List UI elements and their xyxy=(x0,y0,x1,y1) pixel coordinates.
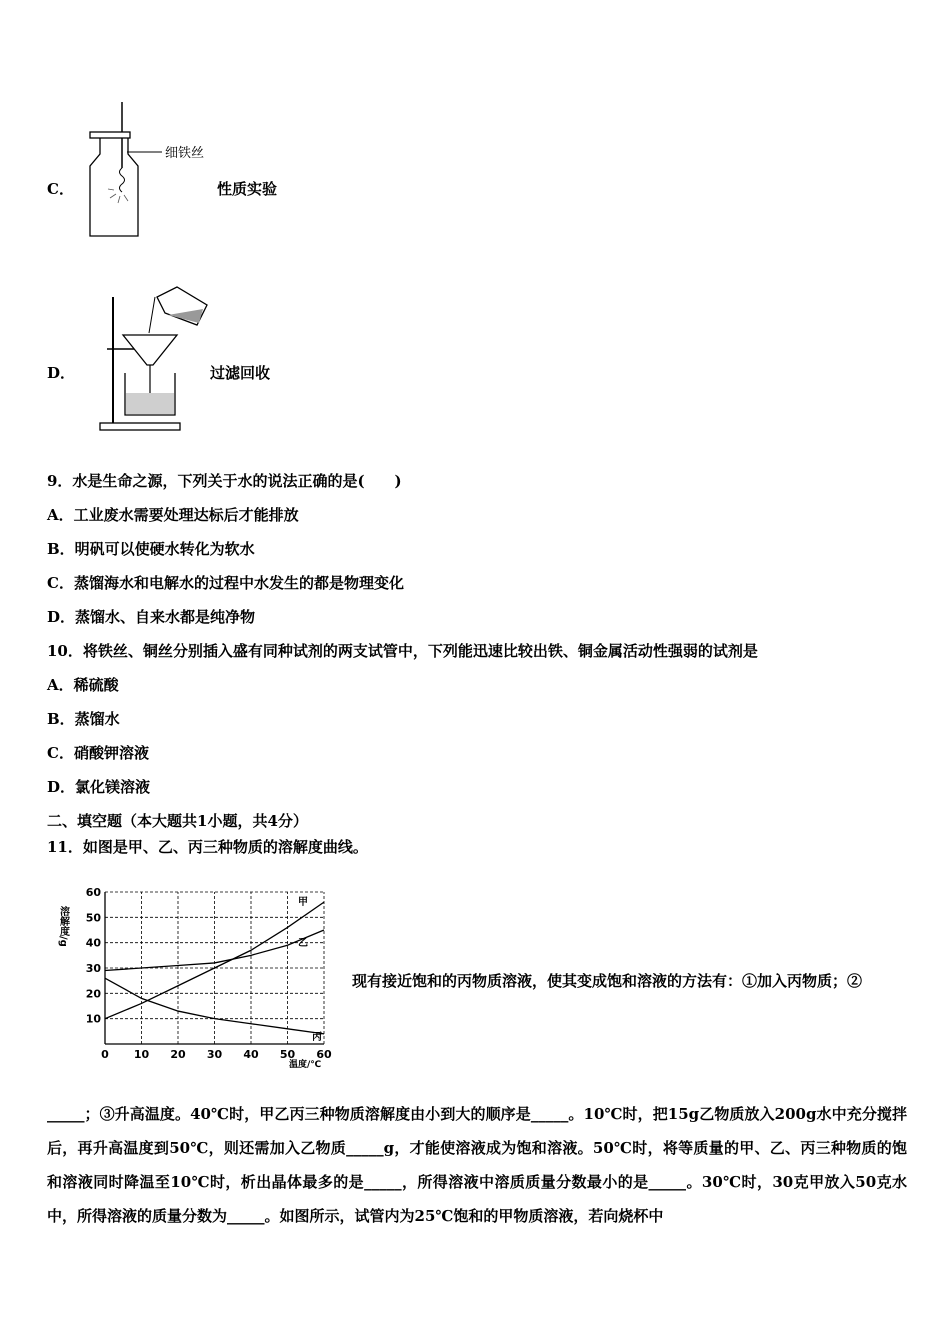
iron-wire-bottle-figure xyxy=(80,98,220,243)
y-tick-label: 40 xyxy=(85,936,101,950)
q9-option-d: D．蒸馏水、自来水都是纯净物 xyxy=(47,608,256,626)
x-axis-label: 温度/℃ xyxy=(289,1060,322,1069)
q10-option-d: D．氯化镁溶液 xyxy=(47,778,151,796)
series-label: 甲 xyxy=(298,897,308,909)
x-tick-label: 0 xyxy=(101,1048,109,1061)
option-c-letter: C． xyxy=(47,180,74,198)
section-heading: 二、填空题（本大题共1小题，共4分） xyxy=(47,812,308,830)
y-axis-label: 溶解度/g xyxy=(58,906,69,947)
x-tick-label: 40 xyxy=(243,1048,259,1061)
x-tick-label: 30 xyxy=(206,1048,223,1061)
y-tick-label: 30 xyxy=(85,962,101,975)
filtration-apparatus-figure xyxy=(95,283,220,438)
wire-label: 细铁丝 xyxy=(165,146,205,161)
option-d-label: 过滤回收 xyxy=(210,364,271,382)
q9-option-c: C．蒸馏海水和电解水的过程中水发生的都是物理变化 xyxy=(47,574,404,592)
x-tick-label: 50 xyxy=(279,1048,296,1061)
q10-option-c: C．硝酸钾溶液 xyxy=(47,744,149,762)
y-tick-label: 20 xyxy=(85,987,101,1001)
x-tick-label: 10 xyxy=(133,1048,150,1061)
y-tick-label: 10 xyxy=(85,1012,101,1026)
q11-body: _____；③升高温度。40℃时，甲乙丙三种物质溶解度由小到大的顺序是_____。10℃时，把15g乙物质放入200g水中充分搅拌后，再升高温度到50℃，则还需加入乙物质_____g，才能使溶液成为饱和溶液。50℃时，将等质量的甲、乙、丙三种物质的饱和溶液同时降温至10℃时，析出晶体最多的是_____，所得溶液中溶质质量分数最小的是_____。30℃时，30克甲放入50克水中，所得溶液的质量分数为_____。如图所示，试管内为25℃饱和的甲物质溶液，若向烧杯中 xyxy=(47,1105,907,1225)
x-tick-label: 60 xyxy=(316,1048,332,1061)
series-label: 丙 xyxy=(312,1031,322,1043)
q11-stem: 11．如图是甲、乙、丙三种物质的溶解度曲线。 xyxy=(47,838,368,856)
q11-side-text: 现有接近饱和的丙物质溶液，使其变成饱和溶液的方法有：①加入丙物质；② xyxy=(352,972,863,990)
x-tick-label: 20 xyxy=(170,1048,186,1061)
option-c-label: 性质实验 xyxy=(217,180,278,198)
q9-stem: 9．水是生命之源，下列关于水的说法正确的是( ) xyxy=(47,472,402,490)
q10-option-a: A．稀硫酸 xyxy=(47,676,119,694)
series-label: 乙 xyxy=(298,938,308,949)
q9-option-a: A．工业废水需要处理达标后才能排放 xyxy=(47,506,299,524)
y-tick-label: 60 xyxy=(85,886,101,899)
option-d-letter: D． xyxy=(47,364,76,382)
q9-option-b: B．明矾可以使硬水转化为软水 xyxy=(47,540,255,558)
solubility-curve-chart xyxy=(58,884,343,1069)
y-tick-label: 50 xyxy=(85,911,101,925)
q10-stem: 10．将铁丝、铜丝分别插入盛有同种试剂的两支试管中，下列能迅速比较出铁、铜金属活动性强弱的试剂是 xyxy=(47,642,758,660)
q10-option-b: B．蒸馏水 xyxy=(47,710,120,728)
